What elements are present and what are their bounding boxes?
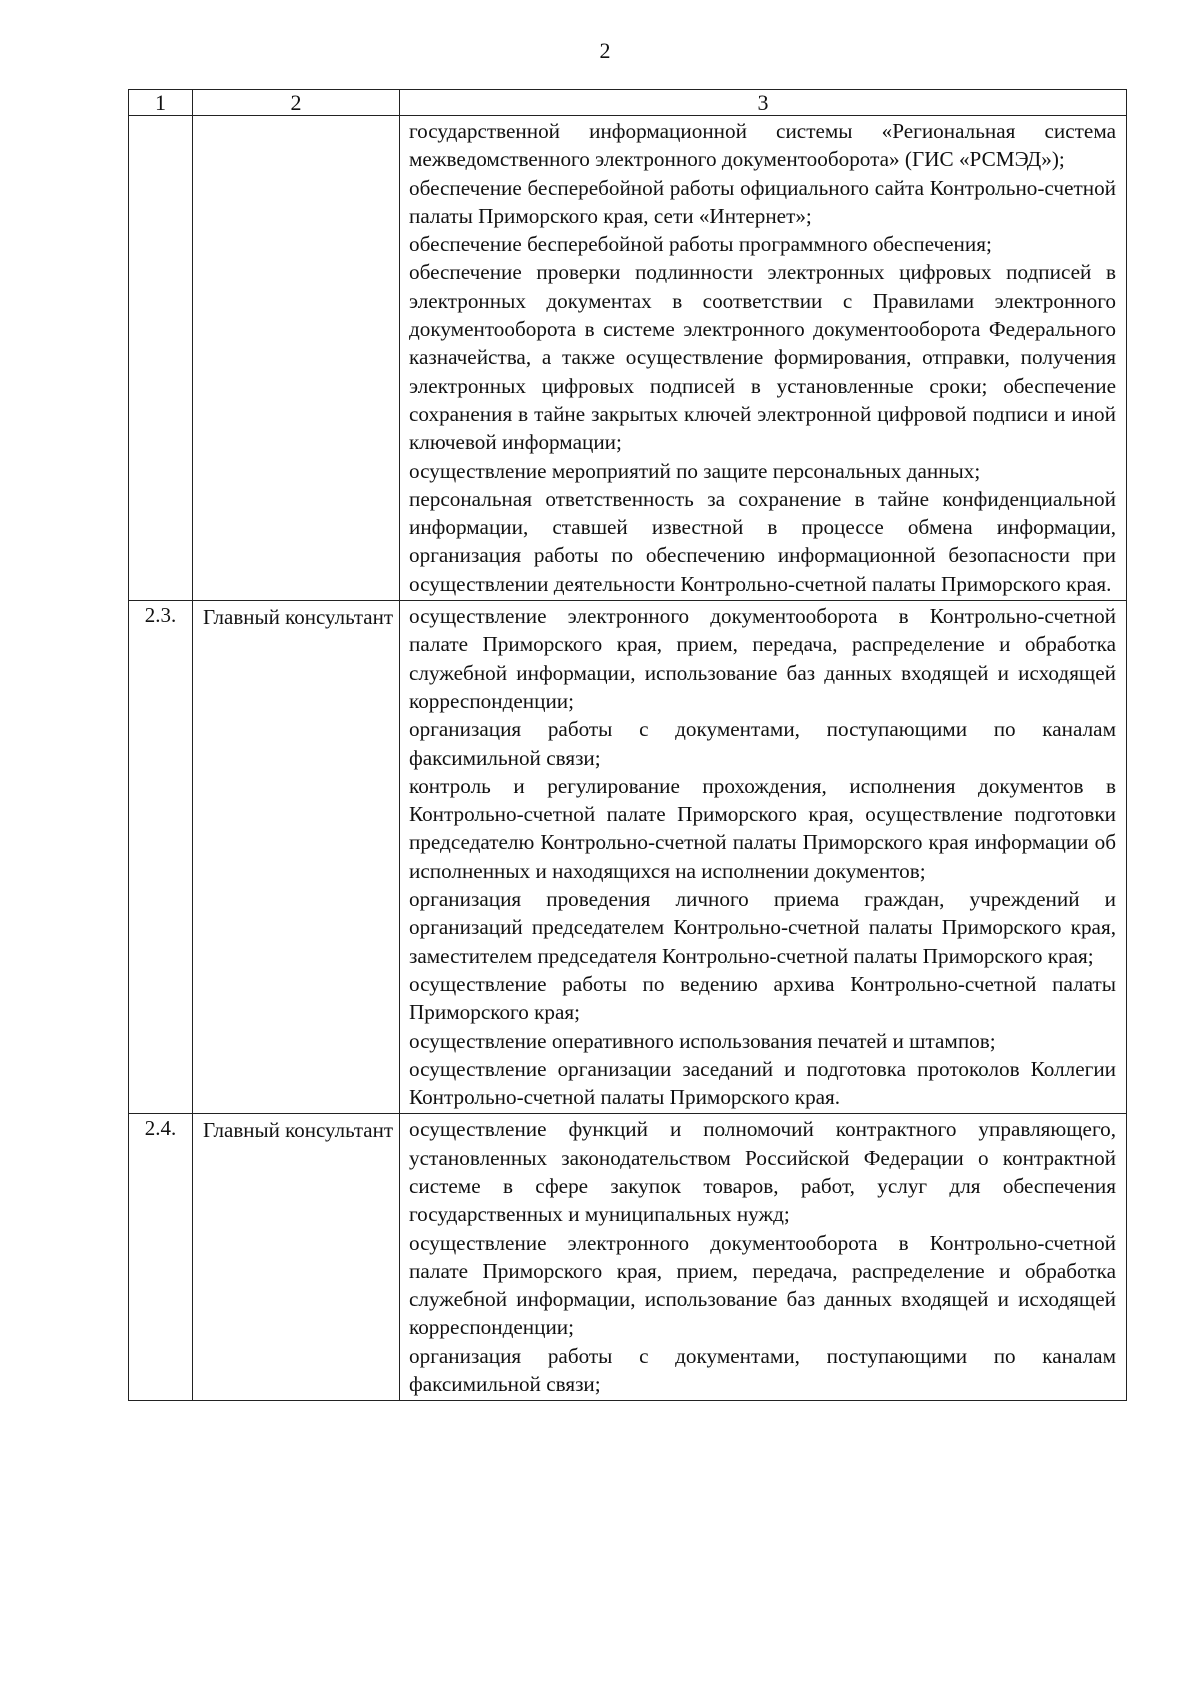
header-col-2: 2	[193, 90, 400, 116]
duties-table	[128, 89, 1127, 1401]
duty-item: персональная ответственность за сохранение в тайне конфиденциальной информации, ставшей известной в процессе обмена информации, организация работы по обеспечению информационной безопасности при осуществлении деятельности Контрольно-счетной палаты Приморского края.	[409, 486, 1116, 596]
row-duties	[400, 601, 1127, 1114]
duty-item: организация проведения личного приема граждан, учреждений и организаций председателем Контрольно-счетной палаты Приморского края, заместителем председателя Контрольно-счетной палаты Приморского края;	[409, 887, 1116, 968]
table-row	[129, 1114, 1127, 1401]
row-position: Главный консультант	[193, 601, 400, 1114]
duty-item: организация работы с документами, поступающими по каналам факсимильной связи;	[409, 1343, 1116, 1397]
page-number: 2	[599, 38, 611, 63]
duty-item: обеспечение бесперебойной работы официального сайта Контрольно-счетной палаты Приморского края, сети «Интернет»;	[409, 175, 1116, 228]
row-duties	[400, 1114, 1127, 1401]
header-col-1: 1	[129, 90, 193, 116]
row-number	[129, 116, 193, 601]
duty-item: организация работы с документами, поступающими по каналам факсимильной связи;	[409, 717, 1116, 770]
row-position	[193, 116, 400, 601]
duty-item: осуществление работы по ведению архива Контрольно-счетной палаты Приморского края;	[409, 971, 1116, 1025]
table-header-row	[129, 90, 1127, 116]
duty-item: обеспечение проверки подлинности электронных цифровых подписей в электронных документах в соответствии с Правилами электронного документооборота в системе электронного документооборота Федерального казначейства, а также осуществление формирования, отправки, получения электронных цифровых подписей в установленные сроки; обеспечение сохранения в тайне закрытых ключей электронной цифровой подписи и иной ключевой информации;	[409, 260, 1116, 455]
header-col-3: 3	[400, 90, 1127, 116]
table-row	[129, 116, 1127, 601]
duty-item: осуществление оперативного использования печатей и штампов;	[409, 1028, 996, 1053]
duty-item: осуществление мероприятий по защите персональных данных;	[409, 458, 981, 483]
row-position: Главный консультант	[193, 1114, 400, 1401]
duty-item: осуществление электронного документооборота в Контрольно-счетной палате Приморского края, прием, передача, распределение и обработка служебной информации, использование баз данных входящей и исходящей корреспонденции;	[409, 604, 1116, 713]
duty-item: контроль и регулирование прохождения, исполнения документов в Контрольно-счетной палате Приморского края, осуществление подготовки председателю Контрольно-счетной палаты Приморского края информации об исполненных и находящихся на исполнении документов;	[409, 773, 1116, 883]
duty-item: осуществление функций и полномочий контрактного управляющего, установленных законодательством Российской Федерации о контрактной системе в сфере закупок товаров, работ, услуг для обеспечения государственных и муниципальных нужд;	[409, 1117, 1116, 1227]
duty-item: государственной информационной системы «Региональная система межведомственного электронного документооборота» (ГИС «РСМЭД»);	[409, 119, 1116, 172]
table-row	[129, 601, 1127, 1114]
row-number: 2.3.	[129, 601, 193, 1114]
row-duties	[400, 116, 1127, 601]
duty-item: осуществление электронного документооборота в Контрольно-счетной палате Приморского края, прием, передача, распределение и обработка служебной информации, использование баз данных входящей и исходящей корреспонденции;	[409, 1230, 1116, 1340]
duty-item: осуществление организации заседаний и подготовка протоколов Коллегии Контрольно-счетной палаты Приморского края.	[409, 1056, 1116, 1110]
row-number: 2.4.	[129, 1114, 193, 1401]
duty-item: обеспечение бесперебойной работы программного обеспечения;	[409, 232, 992, 257]
